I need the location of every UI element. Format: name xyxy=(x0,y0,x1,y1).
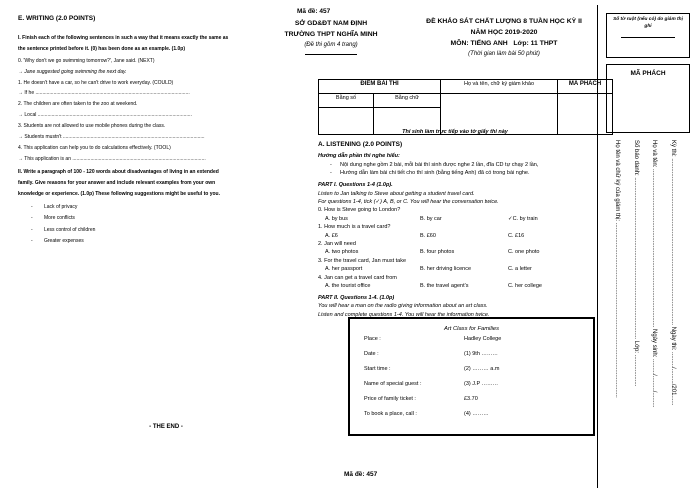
writing-item-4-answer-line: → This application is an ................................................................................................ xyxy=(18,155,206,162)
option-b: B. the travel agent's xyxy=(420,283,469,289)
exam-title-block xyxy=(406,16,602,60)
form-value: Hadley College xyxy=(464,336,502,342)
question-text: 0. How is Steve going to London? xyxy=(318,207,401,214)
option-c-ticked: ✓C. by train xyxy=(508,215,538,222)
option-b: B. £60 xyxy=(420,232,436,239)
suggestion-text: Less control of children xyxy=(44,226,96,233)
bullet-dash: - xyxy=(31,203,33,210)
option-b: B. her driving licence xyxy=(420,266,472,273)
question-text: 4. Jan can get a travel card from xyxy=(318,274,397,281)
writing-item-0-answer: → Jane suggested going swimming the next day. xyxy=(18,68,127,75)
guide-item-text: Hướng dẫn làm bài chi tiết cho thí sinh (bằng tiếng Anh) đã có trong bài nghe. xyxy=(340,170,530,177)
option-c: C. a letter xyxy=(508,266,532,273)
form-row xyxy=(364,362,593,377)
table-row xyxy=(319,80,613,94)
answer-options-row xyxy=(318,215,600,223)
form-label: Name of special guest : xyxy=(364,381,422,387)
exam-code-top: Mã đề: 457 xyxy=(297,8,331,15)
part1-intro-2: For questions 1-4, tick (✓) A, B, or C. You will hear the conversation twice. xyxy=(318,198,499,205)
score-header-cell: ĐIỂM BÀI THI xyxy=(319,80,441,94)
writing-suggestion-list xyxy=(18,202,233,248)
list-item xyxy=(18,225,233,237)
option-c: C. one photo xyxy=(508,249,540,256)
form-row xyxy=(364,377,593,392)
part2-intro-2: Listen and complete questions 1-4. You will hear the information twice. xyxy=(318,311,490,318)
answer-options-row xyxy=(318,248,600,256)
form-label: To book a place, call : xyxy=(364,411,417,417)
strip-line-name-and-birthdate: Họ và tên: ............................................................................................... Ngày sinh: ........./........./......... xyxy=(651,140,658,408)
writing-item-1-answer-line: → If he ............................................................................................................... xyxy=(18,90,190,97)
form-value: (2) ……… a.m xyxy=(464,366,500,372)
code-header-cell: MÃ PHÁCH xyxy=(558,80,613,94)
school-year: NĂM HỌC 2019-2020 xyxy=(470,29,538,36)
school-name: TRƯỜNG THPT NGHĨA MINH xyxy=(284,31,378,38)
header-divider-line xyxy=(305,54,357,55)
invigilator-note-box xyxy=(606,13,690,58)
writing-task2-instructions: II. Write a paragraph of 100 - 120 words about disadvantages of living in an extended family. Give reasons for your answer and include relevant examples from your own knowledge or experience. (1.0p) These following suggestions might be useful to you. xyxy=(18,168,220,197)
form-title: Art Class for Families xyxy=(443,326,500,332)
direct-answer-note: Thí sinh làm trực tiếp vào tờ giấy thi này xyxy=(402,129,508,135)
phach-code-label: MÃ PHÁCH xyxy=(630,70,666,77)
phach-code-box xyxy=(606,64,690,133)
form-value: (1) 9th ……… xyxy=(464,351,498,357)
option-a: A. £6 xyxy=(325,232,338,239)
writing-item-2-answer-line: → Local ............................................................................................................... xyxy=(18,112,192,119)
candidate-info-strip xyxy=(606,140,682,462)
option-a: A. by bus xyxy=(325,215,348,222)
strip-divider-line xyxy=(597,5,598,488)
examiner-header-cell: Họ và tên, chữ ký giám khảo xyxy=(441,80,558,94)
subject-line: MÔN: TIẾNG ANH Lớp: 11 THPT xyxy=(450,40,558,47)
exam-title: ĐỀ KHẢO SÁT CHẤT LƯỢNG 8 TUẦN HỌC KỲ II xyxy=(426,18,582,25)
option-b: B. four photos xyxy=(420,249,455,256)
score-words-label: Bằng chữ xyxy=(374,94,441,108)
option-c: C. £16 xyxy=(508,232,525,239)
form-label: Place : xyxy=(364,336,381,342)
writing-item-1-question: 1. He doesn't have a car, so he can't drive to work everyday. (COULD) xyxy=(18,79,174,86)
writing-item-2-question: 2. The children are often taken to the zoo at weekend. xyxy=(18,101,138,108)
answer-options-row xyxy=(318,265,600,273)
duration-note: (Thời gian làm bài 50 phút) xyxy=(468,51,540,57)
bullet-dash: - xyxy=(330,161,332,168)
form-row xyxy=(364,347,593,362)
form-label: Price of family ticket : xyxy=(364,396,416,402)
form-value: (4) ……… xyxy=(464,411,489,417)
question-text: 1. How much is a travel card? xyxy=(318,224,391,231)
form-value: £3.70 xyxy=(464,396,478,402)
form-label: Start time : xyxy=(364,366,391,372)
part2-intro-1: You will hear a man on the radio giving information about an art class. xyxy=(318,303,488,310)
list-item xyxy=(18,202,233,214)
strip-line-exam-and-date: Kỳ thi: .................................................................................................... Ngày thi: ........./........./201...... xyxy=(670,140,676,406)
part1-intro-1: Listen to Jan talking to Steve about getting a student travel card. xyxy=(318,190,475,197)
answer-options-row xyxy=(318,282,600,290)
form-row xyxy=(364,392,593,407)
the-end-label: - THE END - xyxy=(149,424,183,430)
bullet-dash: - xyxy=(31,226,33,233)
art-class-form xyxy=(348,317,595,436)
writing-item-3-answer-line: → Students mustn't ...................................................................................................... xyxy=(18,134,205,141)
listening-section xyxy=(318,141,600,319)
question-text: 3. For the travel card, Jan must take xyxy=(318,257,407,264)
option-b: B. by car xyxy=(420,215,442,222)
signature-line xyxy=(621,37,675,38)
part2-title: PART II. Questions 1-4. (1.0p) xyxy=(318,294,395,301)
list-item xyxy=(318,161,600,169)
writing-heading: E. WRITING (2.0 POINTS) xyxy=(18,15,96,22)
score-table xyxy=(318,79,613,135)
suggestion-text: Lack of privacy xyxy=(44,203,78,210)
option-a: A. the tourist office xyxy=(325,283,371,289)
form-row xyxy=(364,332,593,347)
writing-item-4-question: 4. This application can help you to do calculations effectively. (TOOL) xyxy=(18,144,171,151)
bullet-dash: - xyxy=(330,170,332,177)
option-a: A. her passport xyxy=(325,266,363,273)
suggestion-text: Greater expenses xyxy=(44,238,84,244)
bullet-dash: - xyxy=(31,238,33,244)
table-row xyxy=(319,94,613,108)
writing-section xyxy=(18,14,233,248)
guide-item-text: Nội dung nghe gồm 2 bài, mỗi bài thí sinh được nghe 2 lần, đĩa CD tự chạy 2 lần, xyxy=(340,161,539,168)
form-row xyxy=(364,407,593,422)
writing-item-3-question: 3. Students are not allowed to use mobile phones during the class. xyxy=(18,123,166,130)
department-name: SỞ GD&ĐT NAM ĐỊNH xyxy=(294,20,368,27)
score-numeric-label: Bằng số xyxy=(319,94,374,108)
form-value: (3) J.P ……… xyxy=(464,381,499,387)
list-item xyxy=(18,236,233,248)
list-item xyxy=(318,169,600,177)
writing-item-0-question: 0. 'Why don't we go swimming tomorrow?', Jane said. (NEXT) xyxy=(18,57,155,64)
listening-heading: A. LISTENING (2.0 POINTS) xyxy=(318,141,403,148)
option-c: C. her college xyxy=(508,283,542,289)
writing-task1-instructions: I. Finish each of the following sentences in such a way that it means exactly the same as the sentence printed before it. (0) has been done as an example. (1.0p) xyxy=(18,34,229,52)
form-label: Date : xyxy=(364,351,379,357)
listening-guide-title: Hướng dẫn phần thi nghe hiểu: xyxy=(318,153,400,160)
bullet-dash: - xyxy=(31,215,33,221)
strip-line-candidate-number-and-class: Số báo danh: ................................................................................................. Lớp: ................... xyxy=(633,140,639,387)
strip-line-invigilator-signature: Họ tên và chữ ký của giám thị: ......................................................................................................... xyxy=(614,140,621,398)
invigilator-note-text: Số tờ ruột (nếu có) do giám thị ghi xyxy=(613,17,683,29)
issuer-block xyxy=(250,18,412,55)
part1-title: PART I. Questions 1-4 (1.0p). xyxy=(318,182,393,189)
answer-options-row xyxy=(318,232,600,240)
suggestion-text: More conflicts xyxy=(44,215,75,221)
pages-note: (Đề thi gồm 4 trang) xyxy=(304,42,358,48)
exam-code-bottom: Mã đề: 457 xyxy=(344,471,378,478)
list-item xyxy=(18,213,233,225)
question-text: 2. Jan will need xyxy=(318,240,356,247)
option-a: A. two photos xyxy=(325,249,359,256)
